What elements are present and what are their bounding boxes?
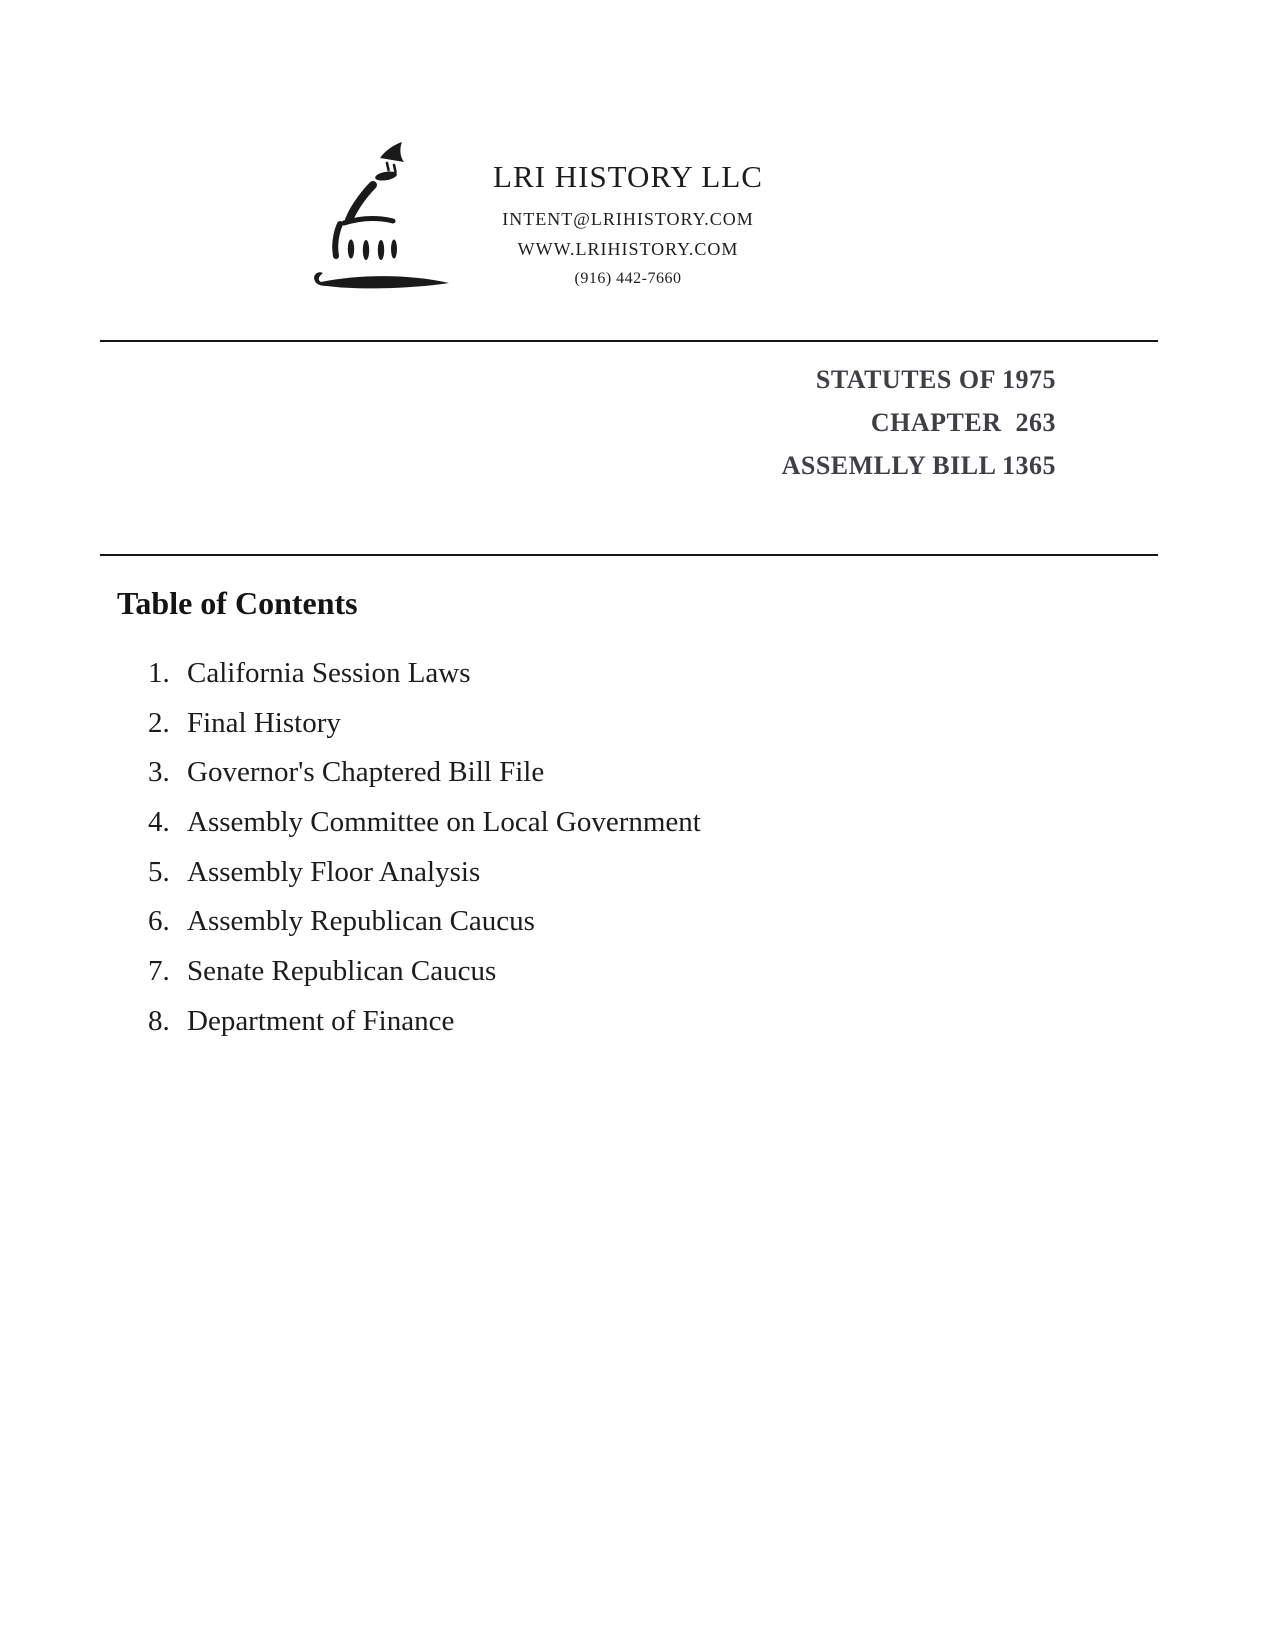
toc-item-label: California Session Laws [187, 657, 471, 689]
toc-item [148, 857, 701, 887]
toc-item [148, 906, 701, 936]
capitol-dome-logo-icon [305, 135, 453, 290]
divider-bottom [100, 554, 1158, 556]
toc-item-label: Assembly Floor Analysis [187, 855, 481, 888]
toc-item-label: Senate Republican Caucus [187, 955, 497, 988]
company-phone: (916) 442-7660 [574, 270, 682, 287]
letterhead [448, 158, 808, 294]
toc-item [148, 1006, 701, 1036]
toc-item-label: Governor's Chaptered Bill File [187, 756, 545, 789]
company-name: LRI HISTORY LLC [493, 159, 763, 194]
toc-item-label: Department of Finance [187, 1004, 455, 1037]
toc-item [148, 956, 701, 986]
toc-item-number: 3. [148, 756, 170, 789]
toc-item [148, 658, 701, 688]
divider-top [100, 340, 1158, 342]
toc-item-label: Assembly Republican Caucus [187, 905, 535, 938]
toc-item-label: Final History [187, 706, 341, 739]
toc-item-number: 8. [148, 1004, 170, 1037]
toc-item-number: 7. [148, 955, 170, 988]
company-email: INTENT@LRIHISTORY.COM [502, 209, 754, 229]
toc-item-number: 1. [148, 657, 170, 689]
toc-item [148, 757, 701, 787]
toc-item-number: 5. [148, 855, 170, 888]
toc-item-label: Assembly Committee on Local Government [187, 806, 701, 839]
toc-item [148, 807, 701, 837]
toc-item-number: 6. [148, 905, 170, 938]
toc-heading: Table of Contents [117, 585, 358, 621]
chapter-line: CHAPTER 263 [870, 408, 1056, 437]
company-website: WWW.LRIHISTORY.COM [517, 239, 739, 259]
toc-item-number: 2. [148, 706, 170, 739]
toc-item [148, 708, 701, 738]
bill-reference-block [782, 358, 1056, 487]
toc-item-number: 4. [148, 806, 170, 839]
toc-list [148, 658, 701, 1056]
assembly-bill-line: ASSEMLLY BILL 1365 [781, 451, 1056, 480]
statutes-line: STATUTES OF 1975 [815, 365, 1056, 394]
